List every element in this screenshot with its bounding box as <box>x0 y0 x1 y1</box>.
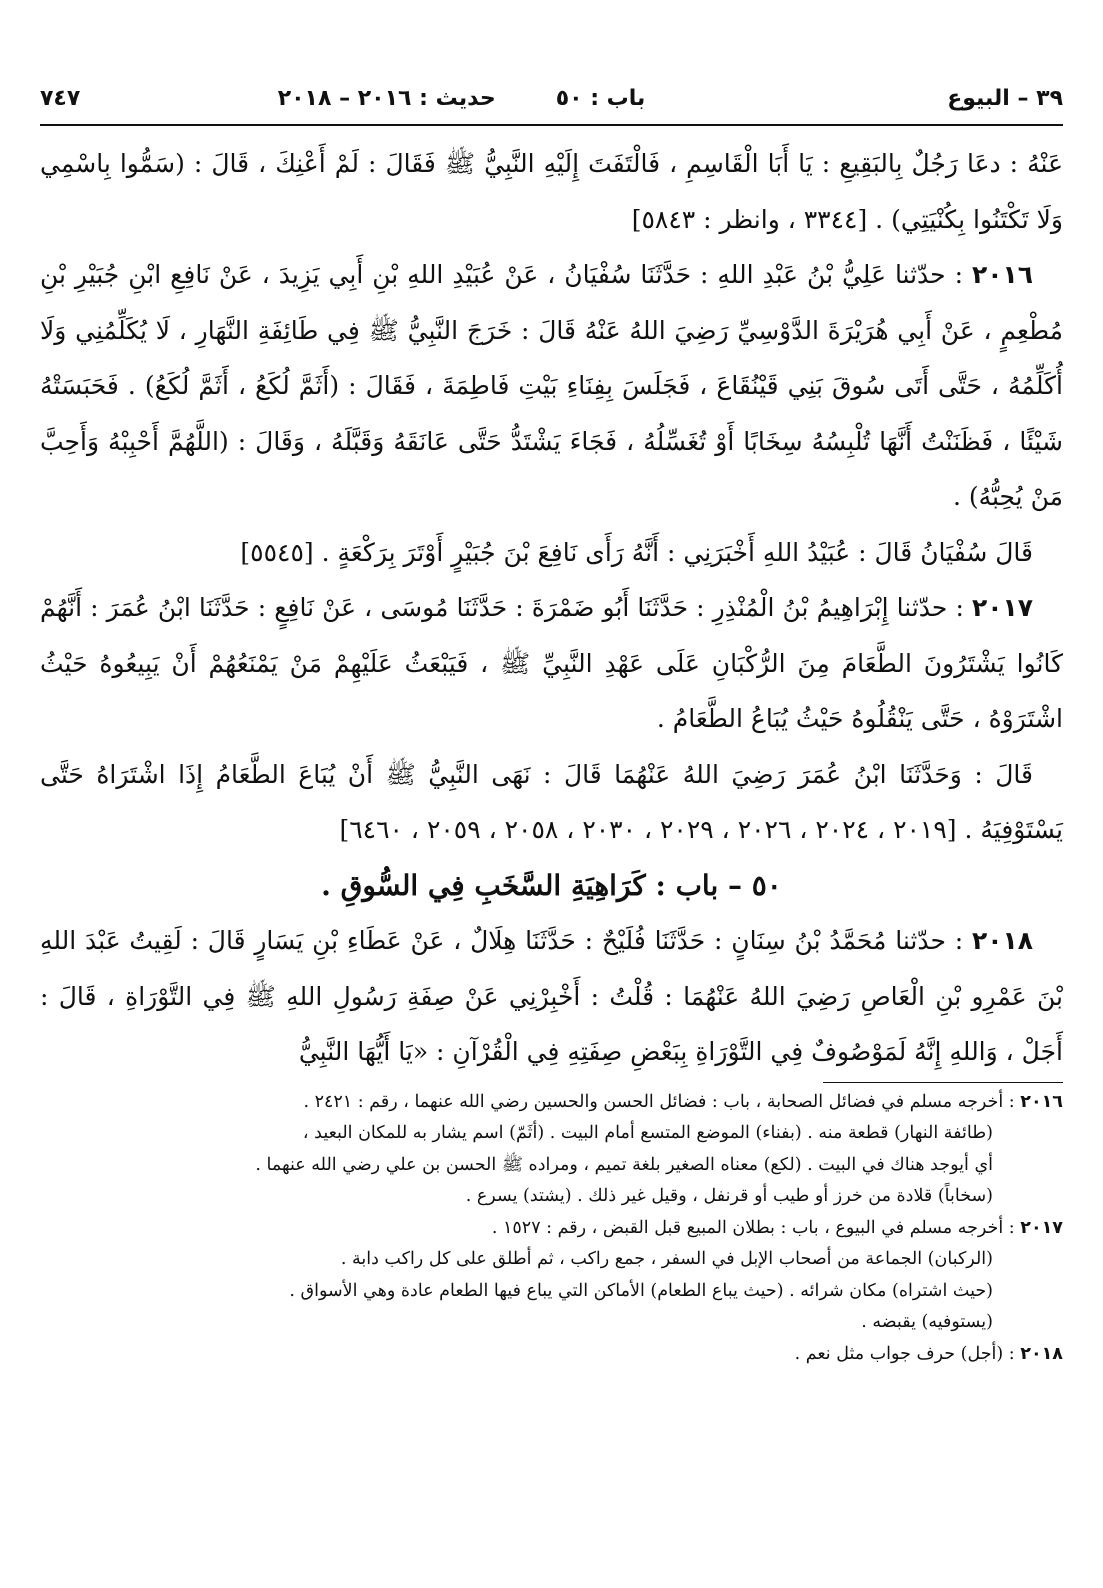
footnote-line: (سخاباً) قلادة من خرز أو طيب أو قرنفل ، وقيل غير ذلك . (يشتد) يسرع . <box>465 1186 993 1206</box>
footnote-line: (حيث اشتراه) مكان شرائه . (حيث يباع الطعام) الأماكن التي يباع فيها الطعام عادة وهي الأسواق . <box>289 1280 993 1301</box>
hadith-2018 <box>40 913 1063 1080</box>
hadith-2016 <box>40 247 1063 525</box>
footnote-divider <box>823 1082 1063 1083</box>
hadith-text: : حدّثنا مُحَمَّدُ بْنُ سِنَانٍ : حَدَّثَنَا فُلَيْحٌ : حَدَّثَنَا هِلَالٌ ، عَنْ عَطَاءِ بْنِ يَسَارٍ قَالَ : لَقِيتُ عَبْدَ اللهِ بْنَ عَمْرِو بْنِ الْعَاصِ رَضِيَ اللهُ عَنْهُمَا : قُلْتُ : أَخْبِرْنِي عَنْ صِفَةِ رَسُولِ اللهِ ﷺ فِي التَّوْرَاةِ ، قَالَ : أَجَلْ ، وَاللهِ إِنَّهُ لَمَوْصُوفٌ فِي التَّوْرَاةِ بِبَعْضِ صِفَتِهِ فِي الْقُرْآنِ : «يَا أَيُّهَا النَّبِيُّ <box>40 926 1063 1066</box>
footnote-2017 <box>40 1213 1063 1245</box>
hadith-range: حديث : ٢٠١٦ – ٢٠١٨ <box>277 85 496 111</box>
footnote-line: (طائفة النهار) قطعة منه . (بفناء) الموضع المتسع أمام البيت . (أثَمّ) اسم يشار به للمكان البعيد ، <box>302 1123 993 1143</box>
footnote-number: ٢٠١٧ <box>1020 1217 1063 1238</box>
footnote-text: : أخرجه مسلم في البيوع ، باب : بطلان المبيع قبل القبض ، رقم : ١٥٢٧ . <box>491 1217 1021 1238</box>
book-page <box>40 78 1063 1370</box>
page-header <box>40 78 1063 118</box>
bab-number: باب : ٥٠ <box>555 85 646 111</box>
footnotes <box>40 1087 1063 1371</box>
hadith-number: ٢٠١٧ <box>971 593 1033 622</box>
footnote-2016 <box>40 1087 1063 1119</box>
chapter-heading: ٥٠ – باب : كَرَاهِيَةِ السَّخَبِ فِي السُّوقِ . <box>321 868 782 902</box>
hadith-2017 <box>40 580 1063 747</box>
header-divider <box>40 124 1063 126</box>
main-text <box>40 136 1063 1080</box>
footnote-text: : أخرجه مسلم في فضائل الصحابة ، باب : فضائل الحسن والحسين رضي الله عنهما ، رقم : ٢٤٢١ . <box>303 1091 1021 1112</box>
hadith-number: ٢٠١٦ <box>971 260 1033 289</box>
book-title: ٣٩ – البيوع <box>947 85 1063 111</box>
footnote-text: : (أجل) حرف جواب مثل نعم . <box>794 1343 1021 1364</box>
hadith-number: ٢٠١٨ <box>971 926 1033 955</box>
header-center <box>160 86 763 111</box>
footnote-2018 <box>40 1339 1063 1371</box>
footnote-line: (الركبان) الجماعة من أصحاب الإبل في السفر ، جمع راكب ، ثم أطلق على كل راكب دابة . <box>340 1249 993 1269</box>
footnote-line: (يستوفيه) يقبضه . <box>861 1312 993 1332</box>
footnote-line: أي أيوجد هناك في البيت . (لكع) معناه الصغير بلغة تميم ، ومراده ﷺ الحسن بن علي رضي الله عنهما . <box>255 1154 993 1175</box>
footnote-number: ٢٠١٦ <box>1020 1091 1063 1112</box>
hadith-text: : حدّثنا عَلِيُّ بْنُ عَبْدِ اللهِ : حَدَّثَنَا سُفْيَانُ ، عَنْ عُبَيْدِ اللهِ بْنِ أَبِي يَزِيدَ ، عَنْ نَافِعِ ابْنِ جُبَيْرِ بْنِ مُطْعِمٍ ، عَنْ أَبِي هُرَيْرَةَ الدَّوْسِيِّ رَضِيَ اللهُ عَنْهُ قَالَ : خَرَجَ النَّبِيُّ ﷺ فِي طَائِفَةِ النَّهَارِ ، لَا يُكَلِّمُنِي وَلَا أُكَلِّمُهُ ، حَتَّى أَتَى سُوقَ بَنِي قَيْنُقَاعَ ، فَجَلَسَ بِفِنَاءِ بَيْتِ فَاطِمَةَ ، فَقَالَ : (أَثَمَّ لُكَعُ ، أَثَمَّ لُكَعُ) . فَحَبَسَتْهُ شَيْئًا ، فَظَنَنْتُ أَنَّهَا تُلْبِسُهُ سِخَابًا أَوْ تُغَسِّلُهُ ، فَجَاءَ يَشْتَدُّ حَتَّى عَانَقَهُ وَقَبَّلَهُ ، وَقَالَ : (اللَّهُمَّ أَحْبِبْهُ وَأَحِبَّ مَنْ يُحِبُّهُ) . <box>40 260 1063 511</box>
hadith-2017-second: قَالَ : وَحَدَّثَنَا ابْنُ عُمَرَ رَضِيَ اللهُ عَنْهُمَا قَالَ : نَهَى النَّبِيُّ ﷺ أَنْ يُبَاعَ الطَّعَامُ إِذَا اشْتَرَاهُ حَتَّى يَسْتَوْفِيَهُ . [٢٠١٩ ، ٢٠٢٤ ، ٢٠٢٦ ، ٢٠٢٩ ، ٢٠٣٠ ، ٢٠٥٨ ، ٢٠٥٩ ، ٦٤٦٠] <box>40 759 1063 844</box>
page-number: ٧٤٧ <box>40 85 81 111</box>
hadith-2016-sufyan-note: قَالَ سُفْيَانُ قَالَ : عُبَيْدُ اللهِ أَخْبَرَنِي : أَنَّهُ رَأَى نَافِعَ بْنَ جُبَيْرٍ أَوْتَرَ بِرَكْعَةٍ . [٥٥٤٥] <box>240 537 1033 567</box>
hadith-text: : حدّثنا إِبْرَاهِيمُ بْنُ الْمُنْذِرِ : حَدَّثَنَا أَبُو ضَمْرَةَ : حَدَّثَنَا مُوسَى ، عَنْ نَافِعٍ : حَدَّثَنَا ابْنُ عُمَرَ : أَنَّهُمْ كَانُوا يَشْتَرُونَ الطَّعَامَ مِنَ الرُّكْبَانِ عَلَى عَهْدِ النَّبِيِّ ﷺ ، فَيَبْعَثُ عَلَيْهِمْ مَنْ يَمْنَعُهُمْ أَنْ يَبِيعُوهُ حَيْثُ اشْتَرَوْهُ ، حَتَّى يَنْقُلُوهُ حَيْثُ يُبَاعُ الطَّعَامُ . <box>40 593 1063 733</box>
footnote-number: ٢٠١٨ <box>1020 1343 1063 1364</box>
continuation-paragraph: عَنْهُ : دعَا رَجُلٌ بِالبَقِيعِ : يَا أَبَا الْقَاسِمِ ، فَالْتَفَتَ إِلَيْهِ النَّبِيُّ ﷺ فَقَالَ : لَمْ أَعْنِكَ ، قَالَ : (سَمُّوا بِاسْمِي وَلَا تَكْتَنُوا بِكُنْيَتِي) . [٣٣٤٤ ، وانظر : ٥٨٤٣] <box>40 149 1063 234</box>
